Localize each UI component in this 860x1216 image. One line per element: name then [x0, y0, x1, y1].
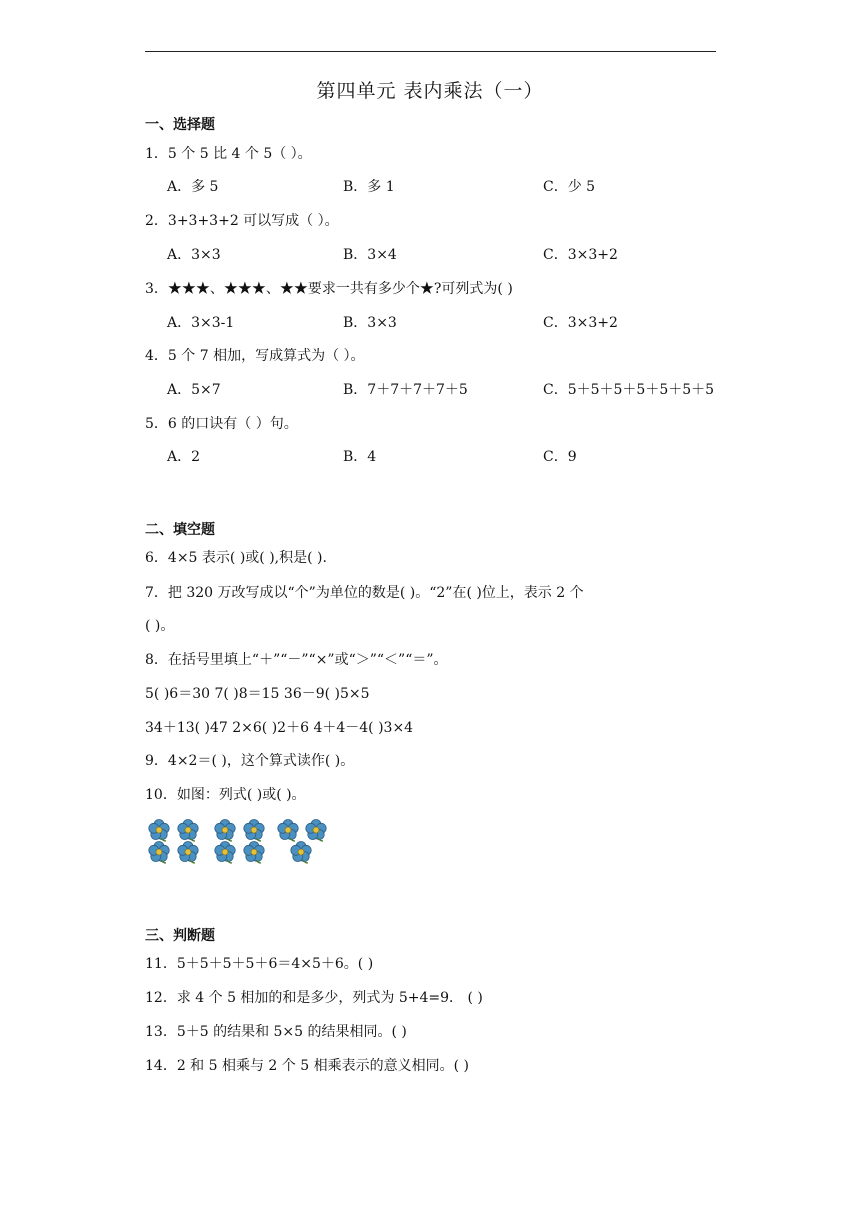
question-2: 2．3+3+3+2 可以写成（ ）。	[145, 213, 339, 229]
question-14: 14．2 和 5 相乘与 2 个 5 相乘表示的意义相同。( )	[145, 1058, 469, 1074]
options-2	[167, 244, 727, 264]
section-heading-judge: 三、判断题	[145, 928, 215, 944]
option-c: C．少 5	[543, 179, 596, 195]
flower-icon	[215, 842, 235, 864]
option-c: C．3×3+2	[543, 315, 618, 331]
section-heading-fill: 二、填空题	[145, 522, 215, 538]
flower-icon	[215, 820, 235, 842]
option-b: B．4	[343, 449, 377, 465]
options-1	[167, 176, 727, 196]
flower-icon	[244, 842, 264, 864]
option-a: A．3×3	[167, 247, 221, 263]
option-a: A．2	[167, 449, 201, 465]
option-b: B．多 1	[343, 179, 395, 195]
option-a: A．5×7	[167, 382, 221, 398]
question-7: 7．把 320 万改写成以“个”为单位的数是( )。“2”在( )位上，表示 2 个	[145, 585, 584, 601]
header-rule	[145, 51, 716, 52]
question-7-continued: ( )。	[145, 618, 175, 634]
question-6: 6．4×5 表示( )或( ),积是( ).	[145, 550, 327, 566]
question-8-row-2: 34＋13( )47 2×6( )2＋6 4＋4－4( )3×4	[145, 720, 414, 736]
options-4	[167, 379, 727, 399]
section-heading-choice: 一、选择题	[145, 117, 215, 133]
question-12: 12．求 4 个 5 相加的和是多少，列式为 5+4=9． ( )	[145, 990, 483, 1006]
question-10: 10．如图：列式( )或( )。	[145, 787, 306, 803]
flower-icon	[149, 842, 169, 864]
option-a: A．3×3-1	[167, 315, 235, 331]
option-b: B．3×4	[343, 247, 397, 263]
option-c: C．5＋5＋5＋5＋5＋5＋5	[543, 382, 715, 398]
flower-icon	[149, 820, 169, 842]
options-3	[167, 312, 727, 332]
option-a: A．多 5	[167, 179, 219, 195]
option-c: C．3×3+2	[543, 247, 618, 263]
question-3: 3．★★★、★★★、★★要求一共有多少个★?可列式为( )	[145, 281, 513, 297]
flower-icon	[291, 842, 311, 864]
options-5	[167, 446, 727, 466]
flower-figure	[146, 818, 336, 868]
option-b: B．7＋7＋7＋7＋5	[343, 382, 468, 398]
option-b: B．3×3	[343, 315, 397, 331]
option-c: C．9	[543, 449, 577, 465]
flower-icon	[278, 820, 298, 842]
flower-icon	[306, 820, 326, 842]
question-8: 8．在括号里填上“＋”“－”“×”或“＞”“＜”“＝”。	[145, 652, 448, 668]
page-title: 第四单元 表内乘法（一）	[316, 80, 544, 102]
flower-icon	[178, 842, 198, 864]
question-11: 11．5＋5＋5＋5＋6＝4×5＋6。( )	[145, 956, 374, 972]
flower-icon	[244, 820, 264, 842]
question-8-row-1: 5( )6＝30 7( )8＝15 36－9( )5×5	[145, 686, 370, 702]
question-1: 1．5 个 5 比 4 个 5（ ）。	[145, 146, 312, 162]
question-5: 5．6 的口诀有（ ）句。	[145, 416, 298, 432]
question-4: 4．5 个 7 相加，写成算式为（ ）。	[145, 348, 365, 364]
question-9: 9．4×2＝( )，这个算式读作( )。	[145, 753, 355, 769]
flower-icon	[178, 820, 198, 842]
question-13: 13．5＋5 的结果和 5×5 的结果相同。( )	[145, 1024, 407, 1040]
